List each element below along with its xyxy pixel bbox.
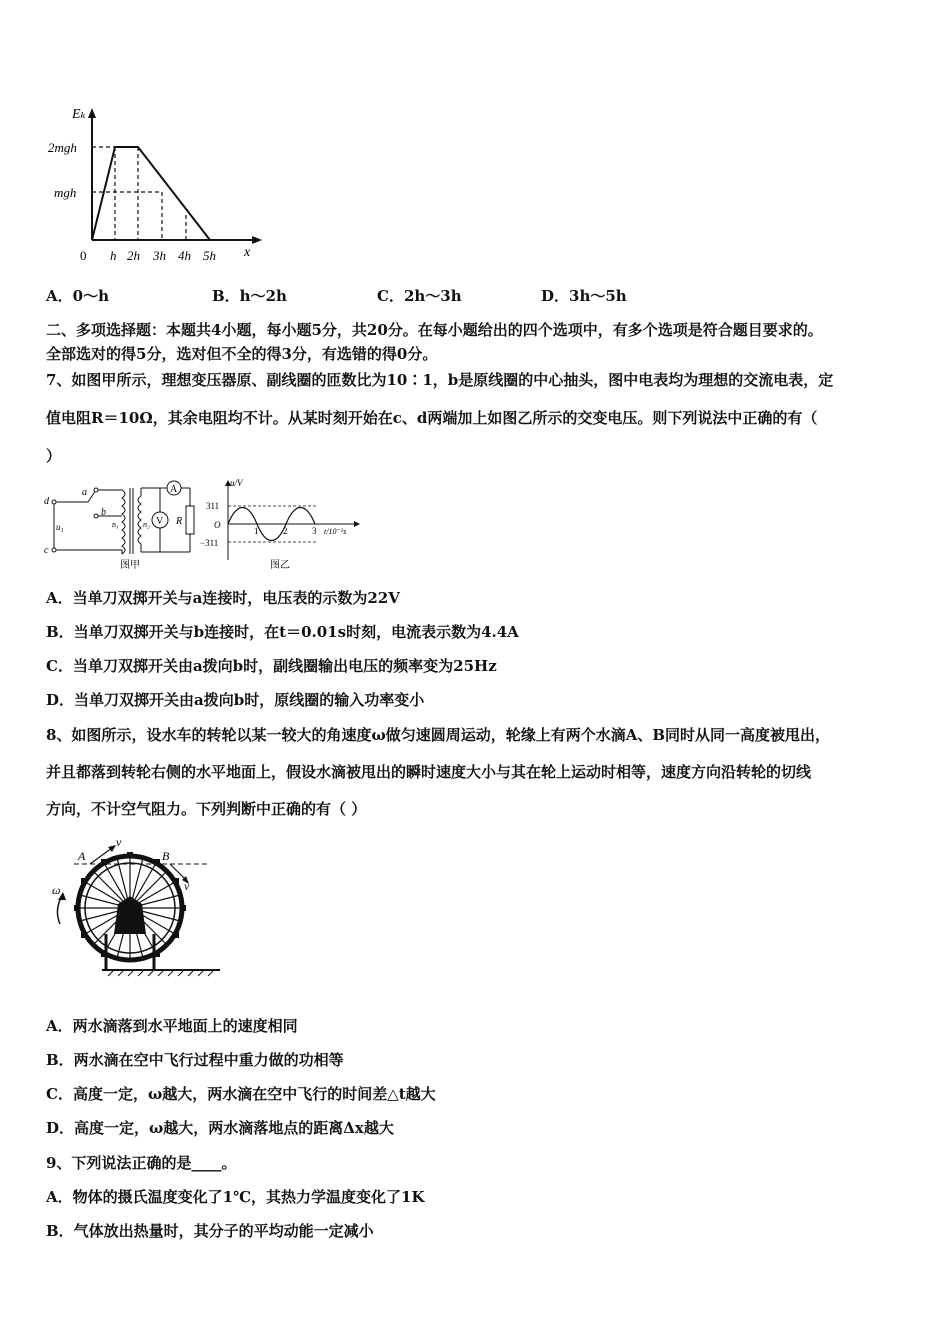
t-tick-1: 1 xyxy=(254,526,259,536)
section2-line1: 二、多项选择题：本题共4小题，每小题5分，共20分。在每小题给出的四个选项中，有多个选项是符合题目要求的。 xyxy=(46,321,823,339)
label-c: c xyxy=(44,545,49,556)
ek-curve xyxy=(92,147,210,240)
q6-option-a[interactable]: A．0～h xyxy=(46,287,109,305)
x-tick-h: h xyxy=(110,248,117,263)
label-v-right: v xyxy=(184,879,190,893)
label-n2: n₂ xyxy=(143,520,150,529)
q8-stem-line2: 并且都落到转轮右侧的水平地面上，假设水滴被甩出的瞬时速度大小与其在轮上运动时相等，速度方向沿转轮的切线 xyxy=(46,763,812,781)
y-axis-arrow xyxy=(88,108,96,118)
q7-option-b[interactable]: B．当单刀双掷开关与b连接时，在t＝0.01s时刻，电流表示数为4.4A xyxy=(46,623,519,641)
voltmeter-label: V xyxy=(156,516,164,527)
t-tick-3: 3 xyxy=(312,526,317,536)
resistor-label: R xyxy=(176,516,183,527)
q8-option-b[interactable]: B．两水滴在空中飞行过程中重力做的功相等 xyxy=(46,1051,344,1069)
q9-option-b[interactable]: B．气体放出热量时，其分子的平均动能一定减小 xyxy=(46,1222,374,1240)
label-a: a xyxy=(82,487,87,498)
t-axis-label: t/10⁻²s xyxy=(324,527,347,536)
x-axis-arrow xyxy=(252,236,262,244)
u-axis-label: u/V xyxy=(230,478,243,488)
caption-yi: 图乙 xyxy=(270,560,290,571)
ammeter-label: A xyxy=(170,484,178,495)
label-v-top: v xyxy=(116,835,122,849)
q7-option-a[interactable]: A．当单刀双掷开关与a连接时，电压表的示数为22V xyxy=(46,589,400,607)
q8-stem-line1: 8、如图所示，设水车的转轮以某一较大的角速度ω做匀速圆周运动，轮缘上有两个水滴A、B同时从同一高度被甩出， xyxy=(46,726,831,744)
x-axis-label: x xyxy=(244,245,251,260)
q7-circuit-figure xyxy=(44,476,204,572)
label-u1: u₁ xyxy=(56,522,64,532)
q6-option-d[interactable]: D．3h～5h xyxy=(541,287,627,305)
x-tick-4h: 4h xyxy=(178,248,191,263)
q8-stem-line3: 方向，不计空气阻力。下列判断中正确的有（ ） xyxy=(46,800,367,818)
q7-stem-line1: 7、如图甲所示，理想变压器原、副线圈的匝数比为10∶1，b是原线圈的中心抽头，图中电表均为理想的交流电表，定 xyxy=(46,371,834,389)
x-tick-0: 0 xyxy=(80,248,87,263)
origin-label: O xyxy=(214,520,221,530)
y-tick-2mgh: 2mgh xyxy=(48,140,77,155)
u-tick-311: 311 xyxy=(206,501,220,511)
caption-jia: 图甲 xyxy=(120,560,140,571)
label-n1: n₁ xyxy=(112,520,119,529)
u-tick-neg311: −311 xyxy=(200,538,219,548)
q7-voltage-graph xyxy=(196,476,366,572)
q8-option-a[interactable]: A．两水滴落到水平地面上的速度相同 xyxy=(46,1017,298,1035)
q8-option-d[interactable]: D．高度一定，ω越大，两水滴落地点的距离Δx越大 xyxy=(46,1119,394,1137)
y-tick-mgh: mgh xyxy=(54,185,77,200)
x-tick-3h: 3h xyxy=(153,248,166,263)
q6-option-b[interactable]: B．h～2h xyxy=(212,287,287,305)
q7-stem-line2: 值电阻R＝10Ω，其余电阻均不计。从某时刻开始在c、d两端加上如图乙所示的交变电压。则下列说法中正确的有（ xyxy=(46,409,818,427)
q7-stem-line3: ） xyxy=(46,447,62,465)
ek-x-graph xyxy=(40,100,280,270)
label-drop-a: A xyxy=(78,849,86,863)
y-axis-label: Eₖ xyxy=(72,107,86,122)
label-b: b xyxy=(101,507,106,518)
label-omega: ω xyxy=(52,883,61,897)
label-d: d xyxy=(44,496,49,507)
label-drop-b: B xyxy=(162,849,170,863)
q9-option-a[interactable]: A．物体的摄氏温度变化了1℃，其热力学温度变化了1K xyxy=(46,1188,425,1206)
x-tick-5h: 5h xyxy=(203,248,216,263)
q7-option-c[interactable]: C．当单刀双掷开关由a拨向b时，副线圈输出电压的频率变为25Hz xyxy=(46,657,497,675)
x-tick-2h: 2h xyxy=(127,248,140,263)
q7-option-d[interactable]: D．当单刀双掷开关由a拨向b时，原线圈的输入功率变小 xyxy=(46,691,425,709)
section2-line2: 全部选对的得5分，选对但不全的得3分，有选错的得0分。 xyxy=(46,345,438,363)
q9-stem: 9、下列说法正确的是____。 xyxy=(46,1154,237,1172)
water-wheel-figure xyxy=(48,834,228,980)
q6-option-c[interactable]: C．2h～3h xyxy=(377,287,462,305)
rotation-arrow-icon xyxy=(57,896,62,924)
q8-option-c[interactable]: C．高度一定，ω越大，两水滴在空中飞行的时间差△t越大 xyxy=(46,1085,436,1103)
t-tick-2: 2 xyxy=(283,526,288,536)
resistor-icon xyxy=(186,506,194,534)
